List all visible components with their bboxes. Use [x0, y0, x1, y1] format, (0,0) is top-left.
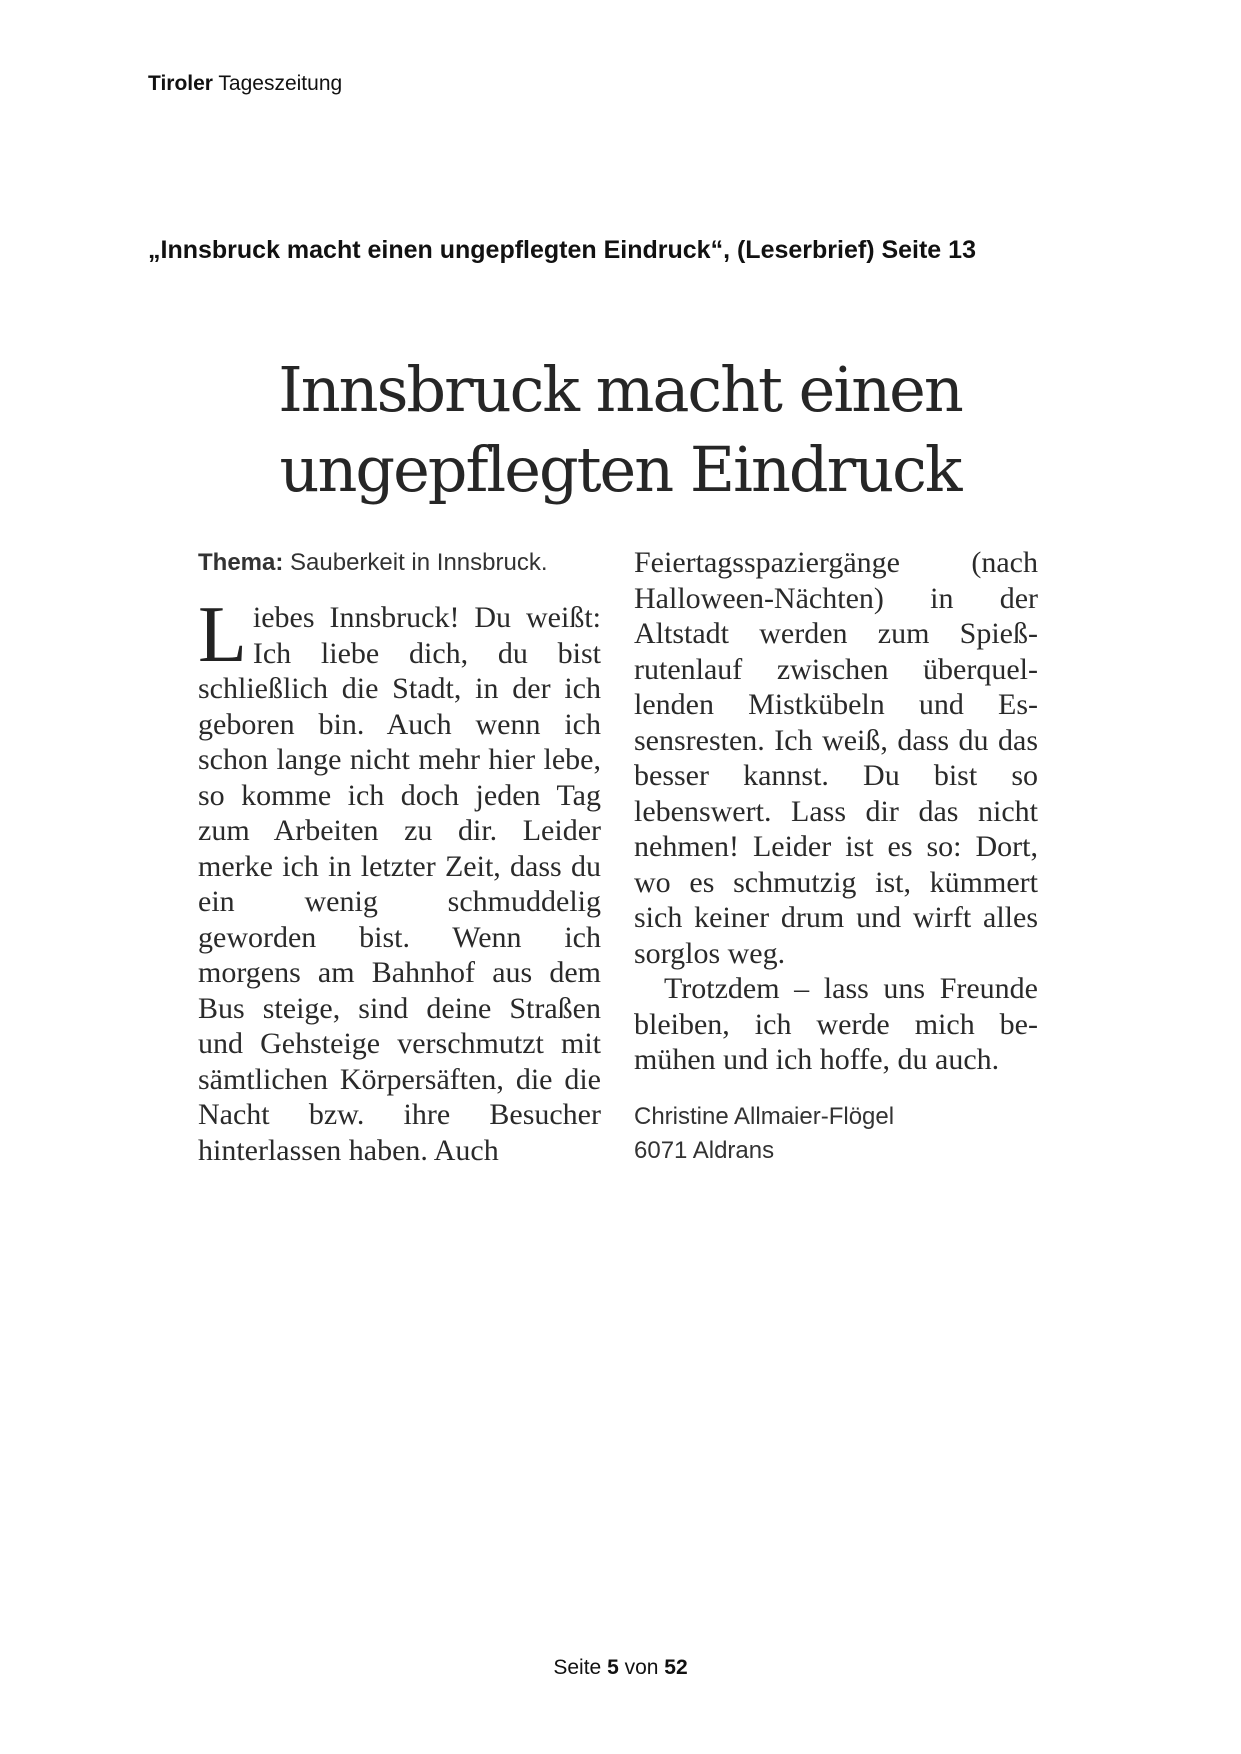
drop-cap: L [198, 591, 247, 679]
page-number [0, 1656, 1241, 1680]
article-column-right [634, 545, 1038, 1168]
article-topic [198, 545, 601, 580]
document-heading: „Innsbruck macht einen ungepflegten Eindruck“, (Leserbrief) Seite 13 [148, 236, 976, 264]
author-signature [634, 1100, 1038, 1168]
body-paragraph-left [198, 591, 601, 1168]
article-column-left [198, 545, 601, 1168]
body-paragraph-right-1: Feiertagsspaziergänge (nach Halloween-Nächten) in der Altstadt werden zum Spießrutenlauf zwischen überquellenden Mistkübeln und Essensresten. Ich weiß, dass du das besser kannst. Du bist so lebenswert. Lass dir das nicht nehmen! Leider ist es so: Dort, wo es schmutzig ist, kümmert sich keiner drum und wirft alles sorglos weg. [634, 546, 1038, 970]
current-page: 5 [607, 1656, 619, 1679]
author-name: Christine Allmaier-Flögel [634, 1102, 895, 1130]
publication-name-bold: Tiroler [148, 72, 213, 95]
topic-label: Thema: [198, 549, 284, 576]
page-prefix: Seite [553, 1656, 608, 1679]
body-paragraph-right-2: Trotzdem – lass uns Freunde bleiben, ich werde mich bemühen und ich hoffe, du auch. [634, 972, 1038, 1076]
topic-text: Sauberkeit in Innsbruck. [283, 549, 548, 576]
author-location: 6071 Aldrans [634, 1136, 775, 1164]
article-headline [180, 350, 1060, 510]
page-middle: von [618, 1656, 665, 1679]
publication-name-rest: Tageszeitung [212, 72, 343, 95]
body-text-left: iebes Innsbruck! Du weißt: Ich liebe dich, du bist schließlich die Stadt, in der ich geboren bin. Auch wenn ich schon lange nicht mehr hier lebe, so komme ich doch jeden Tag zum Arbeiten zu dir. Leider merke ich in letzter Zeit, dass du ein wenig schmuddelig geworden bist. Wenn ich morgens am Bahnhof aus dem Bus steige, sind deine Straßen und Gehsteige verschmutzt mit sämtlichen Körpersäften, die die Nacht bzw. ihre Besucher hinterlassen haben. Auch [198, 601, 601, 1167]
total-pages: 52 [664, 1656, 688, 1679]
headline-line-2: ungepflegten Eindruck [279, 433, 961, 506]
headline-line-1: Innsbruck macht einen [278, 353, 962, 426]
